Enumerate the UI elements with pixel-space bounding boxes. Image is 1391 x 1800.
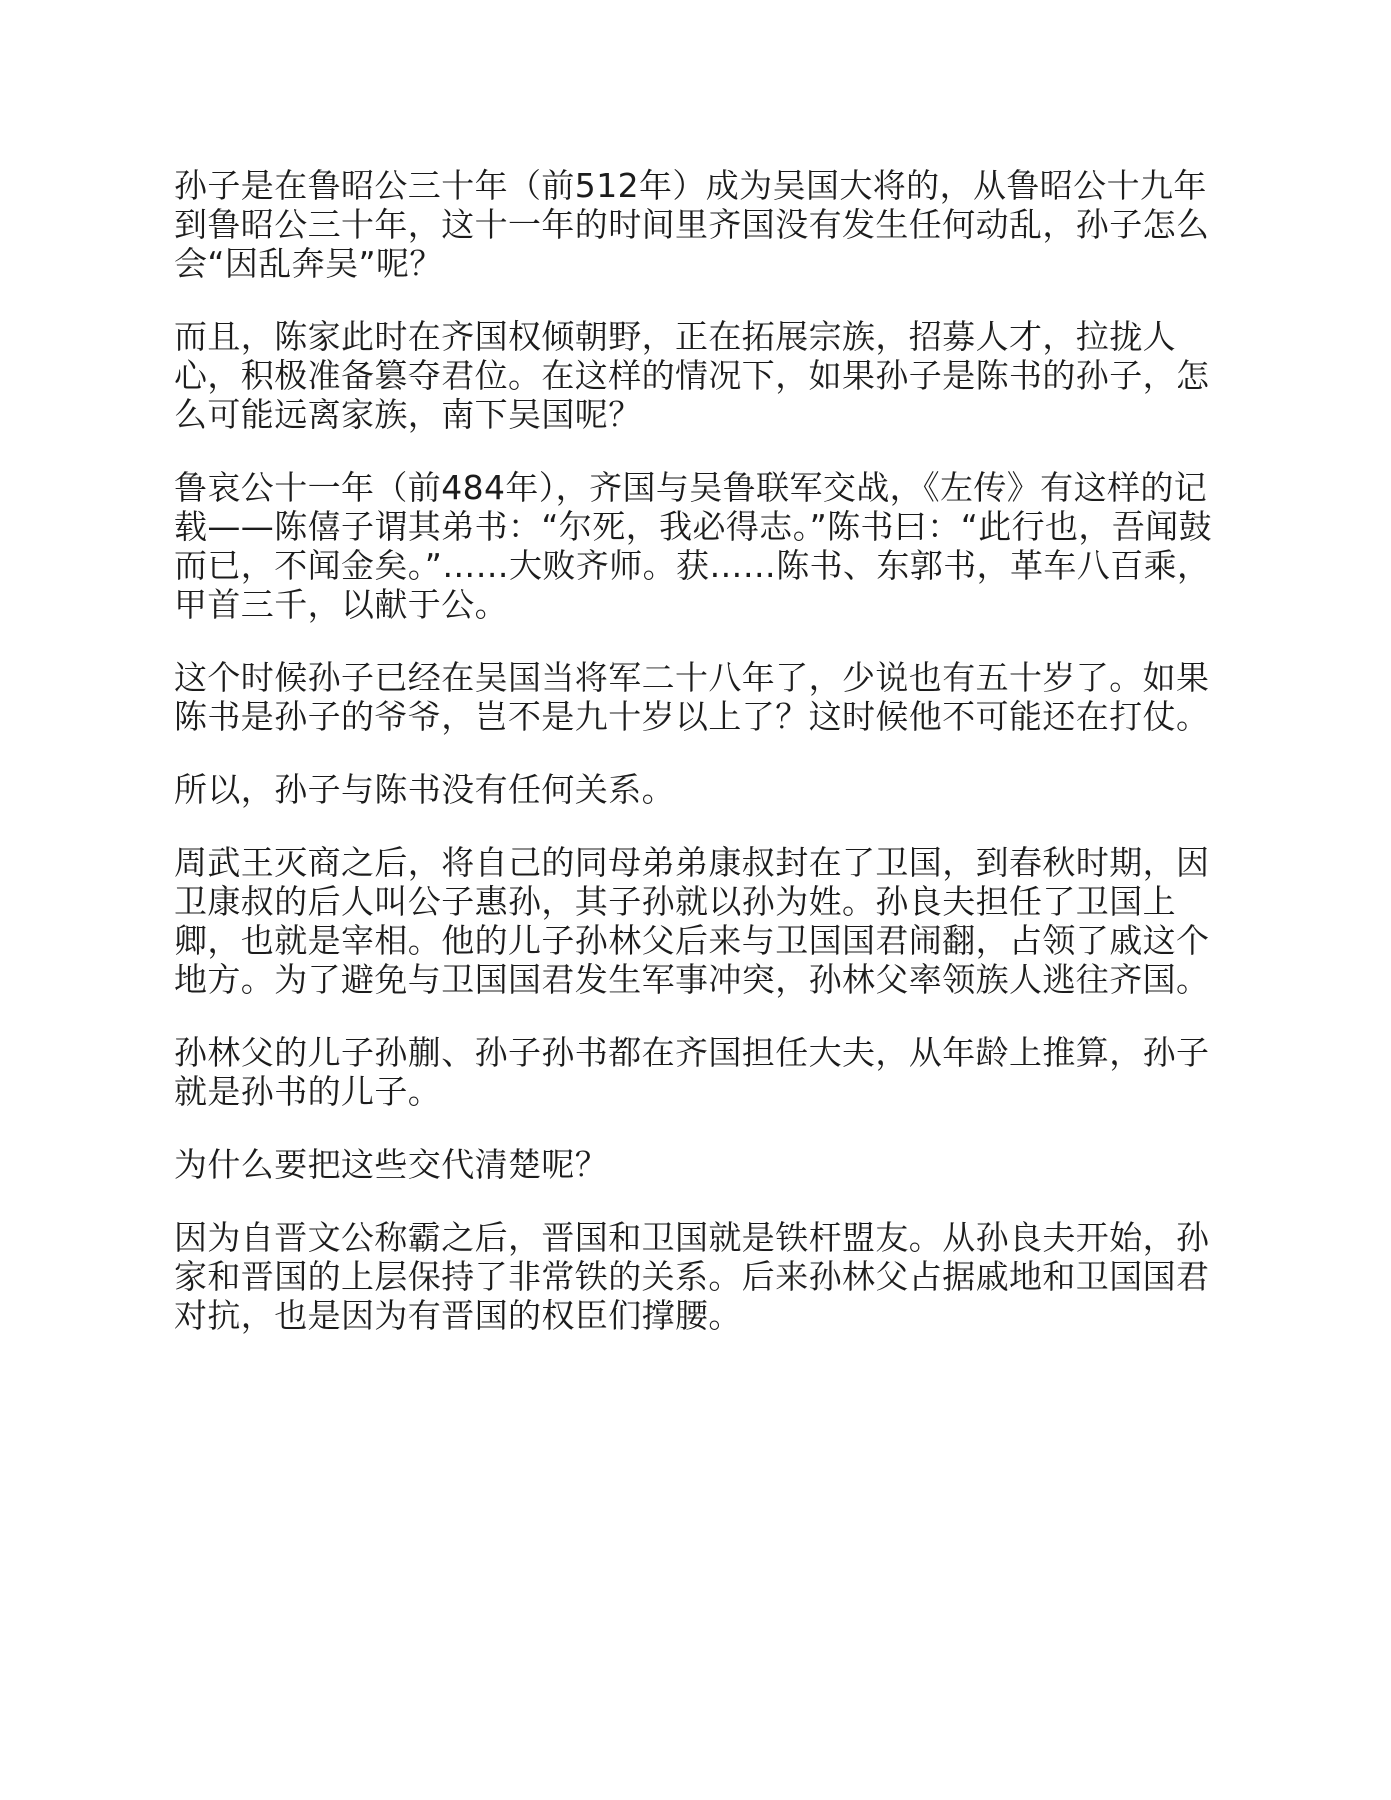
paragraph: 为什么要把这些交代清楚呢？: [174, 1145, 609, 1184]
paragraph: 周武王灭商之后，将自己的同母弟弟康叔封在了卫国，到春秋时期，因卫康叔的后人叫公子惠孙，其子孙就以孙为姓。孙良夫担任了卫国上卿，也就是宰相。他的儿子孙林父后来与卫国国君闹翻，占领了戚这个地方。为了避免与卫国国君发生军事冲突，孙林父率领族人逃往齐国。: [174, 843, 1210, 999]
paragraph: 所以，孙子与陈书没有任何关系。: [174, 770, 675, 809]
paragraph: 因为自晋文公称霸之后，晋国和卫国就是铁杆盟友。从孙良夫开始，孙家和晋国的上层保持了非常铁的关系。后来孙林父占据戚地和卫国国君对抗，也是因为有晋国的权臣们撑腰。: [174, 1218, 1210, 1335]
paragraph: 孙林父的儿子孙蒯、孙子孙书都在齐国担任大夫，从年龄上推算，孙子就是孙书的儿子。: [174, 1033, 1210, 1111]
paragraph: 而且，陈家此时在齐国权倾朝野，正在拓展宗族，招募人才，拉拢人心，积极准备篡夺君位。在这样的情况下，如果孙子是陈书的孙子，怎么可能远离家族，南下吴国呢？: [174, 317, 1210, 434]
paragraph: 鲁哀公十一年（前484年），齐国与吴鲁联军交战，《左传》有这样的记载——陈僖子谓其弟书：“尔死，我必得志。”陈书曰：“此行也，吾闻鼓而已，不闻金矣。”……大败齐师。获……陈书、东郭书，革车八百乘，甲首三千，以献于公。: [174, 468, 1212, 624]
document-body: [174, 166, 1214, 1369]
paragraph: 孙子是在鲁昭公三十年（前512年）成为吴国大将的，从鲁昭公十九年到鲁昭公三十年，这十一年的时间里齐国没有发生任何动乱，孙子怎么会“因乱奔吴”呢？: [174, 166, 1210, 283]
paragraph: 这个时候孙子已经在吴国当将军二十八年了，少说也有五十岁了。如果陈书是孙子的爷爷，岂不是九十岁以上了？这时候他不可能还在打仗。: [174, 658, 1210, 736]
